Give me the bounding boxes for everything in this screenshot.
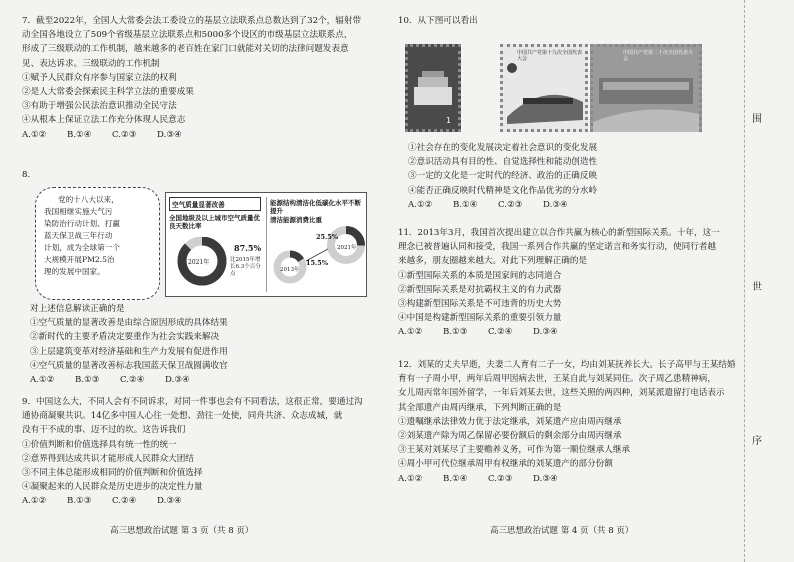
train-illustration: [503, 62, 585, 132]
stamp-caption: 中国共产党第十九次全国代表大会: [517, 50, 583, 62]
svg-text:1: 1: [446, 116, 452, 125]
option-c: C.②③: [112, 129, 137, 140]
q9-line: 没有干不成的事、迈不过的坎。这告诉我们: [22, 425, 186, 436]
option-b: B.①③: [443, 327, 468, 338]
q11-item: ②新型国际关系是对抗霸权主义的有力武器: [398, 284, 562, 295]
option-c: C.②③: [498, 199, 523, 210]
q12-item: ②刘某遗产除为周乙保留必要份额后的剩余部分由周丙继承: [398, 431, 622, 442]
question-9: [22, 395, 392, 509]
option-c: C.②④: [112, 496, 137, 507]
q7-item: ①赋予人民群众有序参与国家立法的权利: [22, 72, 177, 83]
option-d: D.③④: [165, 375, 190, 386]
q11-item: ④中国是构建新型国际关系的重要引领力量: [398, 313, 562, 324]
binding-mark: 围: [752, 114, 762, 125]
q9-line: 通协商凝聚共识。14亿多中国人心往一处想、劲往一处使，同舟共济、众志成城，就: [22, 411, 343, 422]
page-footer-3: 高三思想政治试题 第 3 页（共 8 页）: [110, 526, 254, 536]
panel2-title: 能源结构清洁化低碳化水平不断提升: [270, 199, 361, 215]
q9-line: 9．中国这么大，不同人会有不同诉求，对同一件事也会有不同看法，这很正常，要通过沟: [22, 397, 363, 407]
panel1-subtitle: 全国地级及以上城市空气质量优良天数比率: [169, 214, 260, 230]
bubble-line: 计划，成为全球第一个: [44, 243, 120, 252]
q10-options: [408, 198, 738, 212]
question-8-number: 8.: [22, 170, 31, 180]
panel2-value-2013: 15.5%: [306, 259, 329, 267]
panel2-subtitle: 清洁能源消费比重: [270, 216, 322, 224]
q12-line: 12．刘某的丈夫早逝，夫妻二人育有二子一女，均由刘某抚养长大。长子高甲与王某结婚: [398, 360, 736, 370]
option-d: D.③④: [533, 473, 558, 484]
q12-item: ①遗嘱继承法律效力优于法定继承，刘某遗产应由周丙继承: [398, 416, 622, 427]
option-d: D.③④: [157, 496, 182, 507]
q10-item: ②意识活动具有目的性、自觉选择性和能动创造性: [408, 157, 598, 168]
q8-stem: 对上述信息解读正确的是: [30, 304, 125, 314]
q10-stem: 10．从下图可以看出: [398, 16, 478, 26]
panel2-year-2013: 2013年: [280, 267, 300, 273]
q8-item: ④空气质量的显著改善标志我国蓝天保卫战圆满收官: [30, 360, 228, 371]
option-a: A.①②: [398, 327, 423, 338]
q8-options: [30, 373, 390, 387]
option-c: C.②③: [488, 473, 513, 484]
q7-line: 见、表达诉求。三级联动的工作机制: [22, 58, 160, 69]
option-d: D.③④: [543, 199, 568, 210]
option-b: B.①③: [75, 375, 100, 386]
option-c: C.②④: [120, 375, 145, 386]
question-8-body: [30, 302, 390, 387]
binding-mark: 世: [752, 282, 762, 293]
bubble-line: 染防治行动计划、打赢: [44, 219, 120, 228]
question-12: [398, 358, 740, 486]
tiananmen-illustration: [408, 47, 458, 129]
stamp-tiananmen: [405, 44, 461, 132]
option-a: A.①②: [408, 199, 433, 210]
panel1-year: 2021年: [188, 259, 210, 266]
option-b: B.①④: [443, 473, 468, 484]
q9-item: ③不同主体总能形成相同的价值判断和价值选择: [22, 468, 203, 479]
bubble-line: 蓝天保卫战三年行动: [44, 231, 113, 240]
panel2-value-2021: 25.5%: [316, 233, 339, 241]
q12-item: ④周小甲可代位继承周甲有权继承的刘某遗产的部分份额: [398, 459, 613, 470]
option-b: B.①③: [67, 496, 92, 507]
q12-options: [398, 472, 740, 486]
q9-item: ②意界得到达成共识才能形成人民群众大团结: [22, 453, 194, 464]
q9-item: ①价值判断和价值选择具有统一性的统一: [22, 439, 177, 450]
option-c: C.②④: [488, 327, 513, 338]
q10-item: ④能否正确反映时代精神是文化作品优劣的分水岭: [408, 185, 598, 196]
option-d: D.③④: [533, 327, 558, 338]
binding-line: [744, 0, 746, 562]
bubble-line: 我国相继实施大气污: [44, 207, 113, 216]
bubble-line: 大规模开展PM2.5治: [44, 255, 115, 264]
q11-item: ①新型国际关系的本质是国家间的志同道合: [398, 270, 562, 281]
stamp-19th-congress: [500, 44, 588, 132]
q9-item: ④凝聚起来的人民群众是历史进步的决定性力量: [22, 482, 203, 493]
option-a: A.①②: [30, 375, 55, 386]
question-10-body: [408, 141, 738, 212]
panel1-value: 87.5%: [234, 243, 262, 253]
stamp-20th-congress: [590, 44, 702, 132]
q7-line: 形成了三级联动的工作机制，越来越多的老百姓在家门口就能对关切的法律问题发表意: [22, 44, 349, 55]
q12-line: 其全部遗产由周丙继承，下列判断正确的是: [398, 402, 562, 413]
q8-item: ②新时代的主要矛盾决定要重作为社会实践来解决: [30, 332, 220, 343]
option-b: B.①④: [453, 199, 478, 210]
option-b: B.①④: [67, 129, 92, 140]
option-a: A.①②: [22, 129, 47, 140]
q7-item: ④从根本上保证立法工作充分体现人民意志: [22, 115, 186, 126]
q12-item: ③王某对刘某尽了主要赡养义务，可作为第一顺位继承人继承: [398, 445, 631, 456]
option-d: D.③④: [157, 129, 182, 140]
panel1-note: 比2015年增长6.3个百分点: [230, 257, 261, 277]
q9-options: [22, 494, 392, 508]
crowd-illustration: [593, 62, 699, 132]
q8-item: ③上层建筑变革对经济基础和生产力发展有促进作用: [30, 346, 228, 357]
q10-item: ③一定的文化是一定时代的经济、政治的正确反映: [408, 171, 598, 182]
option-a: A.①②: [22, 496, 47, 507]
panel-divider: [266, 197, 267, 292]
q11-line: 11．2013年3月，我国首次提出建立以合作共赢为核心的新型国际关系。十年，这一: [398, 228, 720, 238]
q12-line: 女儿周丙常年国外留学，一年后刘某去世，这些关照的两四种，刘某派遣留打电话表示: [398, 388, 725, 399]
panel2-year-2021: 2021年: [337, 245, 357, 251]
q7-item: ②是人大常委会探索民主科学立法的重要成果: [22, 87, 194, 98]
binding-mark: 序: [752, 436, 762, 447]
q12-line: 育有一子周小甲，两年后周甲因病去世，王某自此与刘某同住。次子周乙患精神病，: [398, 374, 716, 385]
q11-item: ③构建新型国际关系是不可违背的历史大势: [398, 299, 562, 310]
q7-item: ③有助于增强公民法治意识推动全民守法: [22, 101, 177, 112]
stamp-caption: 中国共产党第二十次全国代表大会: [623, 50, 694, 62]
q11-options: [398, 325, 740, 339]
page-footer-4: 高三思想政治试题 第 4 页（共 8 页）: [490, 526, 634, 536]
q11-line: 理念已被普遍认同和接受，我国一系列合作共赢的坚定诺言和务实行动，使同行者越: [398, 242, 716, 253]
q7-line: 7．截至2022年，全国人大常委会法工委设立的基层立法联系点总数达到了32个，辐射带: [22, 16, 362, 26]
panel1-title: 空气质量显著改善: [169, 197, 261, 211]
bubble-line: 党的十八大以来，: [58, 195, 119, 204]
question-7: [22, 14, 390, 142]
q11-line: 来越多，朋友圈越来越大。对此下列理解正确的是: [398, 256, 588, 267]
question-11: [398, 226, 740, 340]
q7-options: [22, 128, 390, 142]
policy-speech-bubble: [35, 187, 160, 300]
q10-item: ①社会存在的变化发展决定着社会意识的变化发展: [408, 143, 598, 153]
q7-line: 动全国各地设立了509个省级基层立法联系点和5000多个设区的市级基层立法联系点，: [22, 30, 353, 41]
air-quality-infographic: [165, 192, 367, 297]
q8-item: ①空气质量的显著改善是由综合原因形成的具体结果: [30, 318, 228, 329]
option-a: A.①②: [398, 473, 423, 484]
question-10-stem: [398, 14, 738, 28]
bubble-line: 理的发展中国家。: [44, 267, 105, 276]
